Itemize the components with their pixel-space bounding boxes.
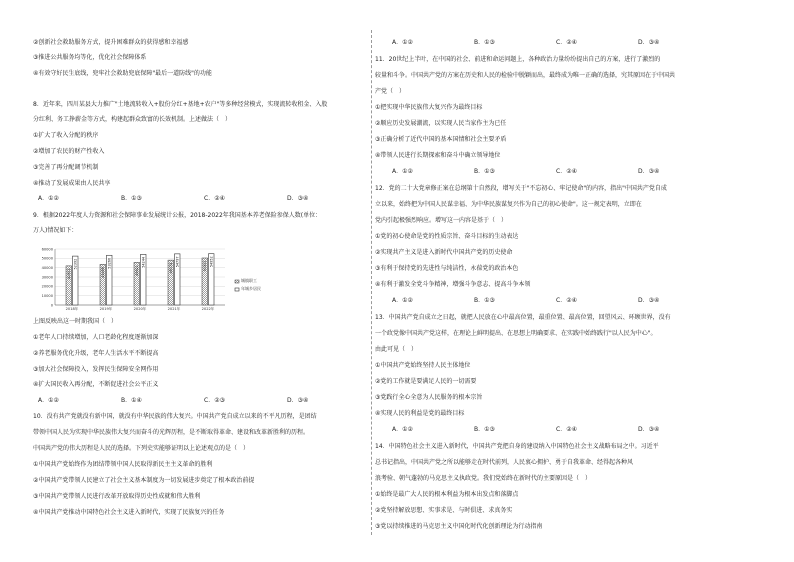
- chart-svg: [33, 243, 253, 317]
- q12-stem-line-1: 12．党的二十大党章修正案在总纲第十自然段，增写关于"不忘初心、牢记使命"的内容，指出"中国共产党自成: [375, 185, 667, 192]
- y-tick-label: 20000: [41, 284, 53, 289]
- q14-stem-line-2: 总书记指出，中国共产党之所以能够走在时代前列，人民衷心拥护、勇于自我革命、经得起各种风: [375, 459, 634, 466]
- q13-stem-line-2: 一个政党像中国共产党这样，在理论上鲜明提出、在思想上明确要求、在实践中始终践行"以人民为中心"。: [375, 330, 657, 337]
- y-tick-label: 10000: [41, 293, 53, 298]
- bar-value-label: 54952: [209, 256, 214, 268]
- q9-question: 上图反映出这一时期我国（ ）: [33, 318, 118, 325]
- q14-item-3: ③党以持续推进的马克思主义中国化时代化创新理论为行动指南: [375, 523, 543, 530]
- x-tick-label: 2018年: [65, 307, 79, 311]
- q9-stem-line-1: 9．根据2022年度人力资源和社会保障事业发展统计公报，2018-2022年我国基本养老保险参保人数(单位：: [33, 212, 322, 219]
- q11-item-1: ①把实现中华民族伟大复兴作为最终目标: [375, 104, 483, 111]
- column-divider: [371, 30, 372, 535]
- bar-value-label: 43488: [100, 267, 105, 278]
- bar-value-label: 45621: [134, 265, 139, 276]
- q12-stem-line-2: 立以来，始终把为中国人民谋幸福、为中华民族谋复兴作为自己的初心使命"。这一规定表明，立即在: [375, 201, 642, 208]
- bar-value-label: 54797: [175, 256, 180, 268]
- q9-item-4: ④扩大国民收入再分配，不断促进社会公平正义: [33, 381, 159, 388]
- q9-stem-line-2: 万人)情况如下：: [33, 227, 78, 234]
- q11-item-4: ④带领人民进行长期探索和奋斗中确立领导地位: [375, 152, 501, 159]
- q9-option-a: A．①②: [38, 397, 59, 404]
- q9-option-d: D．③④: [287, 397, 309, 404]
- pension-bar-chart: [33, 243, 261, 317]
- q10-stem-line-2: 带领中国人民为实现中华民族伟大复兴而奋斗的光辉历程，是不断取得革命、建设和改革新胜利的历程。: [33, 429, 310, 436]
- bar-value-label: 54244: [141, 256, 146, 268]
- q14-stem-line-3: 浪考验、朝气蓬勃的马克思主义执政党。我们党始终在新时代的主要原因是（ ）: [375, 475, 592, 482]
- q13-option-c: C．②④: [556, 426, 577, 433]
- legend-swatch-series1: [235, 280, 239, 283]
- q9-option-b: B．①④: [121, 397, 142, 404]
- q11-stem-line-2: 较量和斗争。中国共产党的方案在历史和人民的检验中脱颖而出，最终成为唯一正确的选择，究其原因在于中国共: [375, 72, 676, 79]
- q11-option-d: D．③④: [638, 168, 660, 175]
- q12-option-c: C．②④: [556, 297, 577, 304]
- q7-option-line-2: ②创新社会救助服务方式，提升困难群众的获得感和幸福感: [33, 39, 189, 46]
- q10-item-2: ②中国共产党带领人民建立了社会主义基本制度为一切发展进步奠定了根本政治前提: [33, 477, 255, 484]
- q9-option-c: C．②③: [204, 397, 225, 404]
- q10-item-1: ①中国共产党始终作为团结带领中国人民取得新民主主义革命的胜利: [33, 461, 213, 468]
- q9-item-2: ②养老服务优化升级，老年人生活水平不断提高: [33, 350, 159, 357]
- q13-item-2: ②党的工作就是要满足人民的一切需要: [375, 378, 477, 385]
- x-tick-label: 2021年: [167, 307, 181, 311]
- q13-stem-line-3: 由此可见（ ）: [375, 346, 418, 353]
- q10-option-d: D．③④: [638, 39, 660, 46]
- y-tick-label: 60000: [41, 247, 53, 252]
- q11-option-a: A．①②: [392, 168, 413, 175]
- x-tick-label: 2019年: [99, 307, 113, 311]
- x-tick-label: 2022年: [201, 307, 215, 311]
- y-tick-label: 0: [50, 303, 53, 308]
- q14-item-2: ②党坚持解放思想、实事求是、与时俱进、求真务实: [375, 507, 513, 514]
- bar-value-label: 41902: [66, 268, 71, 280]
- q14-stem-line-1: 14．中国特色社会主义进入新时代，中国共产党把自身的建设纳入中国特色社会主义战略布局之中。习近平: [375, 443, 659, 450]
- q8-stem-line-1: 8．近年来，四川某县大力推广"土地流转收入+股份分红+基地+农户"等多种经营模式，实现流转收租金、入股: [33, 101, 328, 108]
- q12-option-b: B．①③: [474, 297, 495, 304]
- q13-stem-line-1: 13．中国共产党自成立之日起，就把人民放在心中最高位置，最重位置、最高位置，回望风云、环顾世界，没有: [375, 314, 671, 321]
- legend-series-2: 年城乡居民: [241, 286, 261, 291]
- q12-option-a: A．①②: [392, 297, 413, 304]
- q8-item-1: ①扩大了收入分配的秩序: [33, 132, 99, 139]
- q12-option-d: D．③④: [638, 297, 660, 304]
- bar-value-label: 50355: [202, 260, 207, 272]
- q10-option-b: B．①③: [474, 39, 495, 46]
- q8-stem-line-2: 分红利、务工挣薪金等方式，构建起群众致富的长效机制。上述做法（ ）: [33, 116, 232, 123]
- q11-option-c: C．②④: [556, 168, 577, 175]
- y-tick-label: 40000: [41, 265, 53, 270]
- q7-option-line-4: ④有效守好民生底线，兜牢社会救助兜底保障"最后一道防线"的功能: [33, 70, 212, 77]
- q12-stem-line-3: 党内引起极强烈响应。增写这一内容是基于（ ）: [375, 217, 508, 224]
- q7-option-line-3: ③推进公共服务均等化，优化社会保障体系: [33, 54, 147, 61]
- q8-item-2: ②增加了农民的财产性收入: [33, 148, 105, 155]
- q10-item-4: ④中国共产党推动中国特色社会主义进入新时代，实现了民族复兴的任务: [33, 509, 225, 516]
- q10-item-3: ③中国共产党带领人民进行改革开放取得历史性成就和伟大胜利: [33, 493, 201, 500]
- q11-item-2: ②顺应历史发展潮流，以实现人民当家作主为已任: [375, 120, 507, 127]
- q11-stem-line-1: 11．20世纪上半叶，在中国的社会、前进和命运问题上，各种政治力量纷纷提出自己的方案，进行了激烈的: [375, 56, 661, 63]
- q8-option-a: A．①②: [38, 195, 59, 202]
- q12-item-4: ④有利于激发全党斗争精神，增强斗争意志、提高斗争本领: [375, 281, 531, 288]
- y-tick-label: 50000: [41, 256, 53, 261]
- q10-option-a: A．①②: [392, 39, 413, 46]
- q14-item-1: ①始终是最广大人民的根本利益为根本出发点和落脚点: [375, 491, 519, 498]
- q13-item-1: ①中国共产党始终坚持人民主体地位: [375, 362, 471, 369]
- q9-item-3: ③加大社会保障投入，发挥民生保障安全网作用: [33, 366, 159, 373]
- q10-stem-line-3: 中国共产党的伟大历程是人民的选择。下列史实能够证明以上论述观点的是（ ）: [33, 445, 250, 452]
- q13-item-4: ④实现人民的利益是党的最终目标: [375, 410, 465, 417]
- q8-option-c: C．②④: [204, 195, 225, 202]
- q10-stem-line-1: 10．没有共产党就没有新中国，就没有中华民族的伟大复兴。中国共产党自成立以来的不平凡历程，是团结: [33, 413, 317, 420]
- q13-option-a: A．①②: [392, 426, 413, 433]
- q12-item-3: ③有利于保持党的先进性与纯洁性，永葆党的政治本色: [375, 265, 519, 272]
- bar-value-label: 48074: [168, 262, 173, 274]
- q11-item-3: ③正确分析了近代中国的基本国情和社会主要矛盾: [375, 136, 507, 143]
- q11-stem-line-3: 产党（ ）: [375, 88, 406, 95]
- q13-item-3: ③党践行全心全意为人民服务的根本宗旨: [375, 394, 483, 401]
- q12-item-2: ②实现共产主义是进入新时代中国共产党的历史使命: [375, 249, 513, 256]
- q13-option-b: B．①③: [474, 426, 495, 433]
- q9-item-1: ①老年人口持续增加，人口老龄化程度逐渐加深: [33, 334, 159, 341]
- y-tick-label: 30000: [41, 275, 53, 280]
- bar-value-label: 53266: [107, 257, 112, 269]
- x-tick-label: 2020年: [133, 307, 147, 311]
- q12-item-1: ①党的初心使命是党的性质宗旨、奋斗目标的生动表达: [375, 233, 519, 240]
- q8-item-3: ③完善了再分配调节机制: [33, 164, 99, 171]
- q10-option-c: C．②④: [556, 39, 577, 46]
- legend-swatch-series2: [235, 288, 239, 291]
- q13-option-d: D．③④: [638, 426, 660, 433]
- legend-series-1: 城镇职工: [241, 278, 257, 283]
- q8-option-d: D．③④: [287, 195, 309, 202]
- q8-option-b: B．①③: [121, 195, 142, 202]
- q11-option-b: B．①③: [474, 168, 495, 175]
- bar-value-label: 52392: [73, 258, 78, 270]
- q8-item-4: ④推动了发展成果由人民共享: [33, 180, 111, 187]
